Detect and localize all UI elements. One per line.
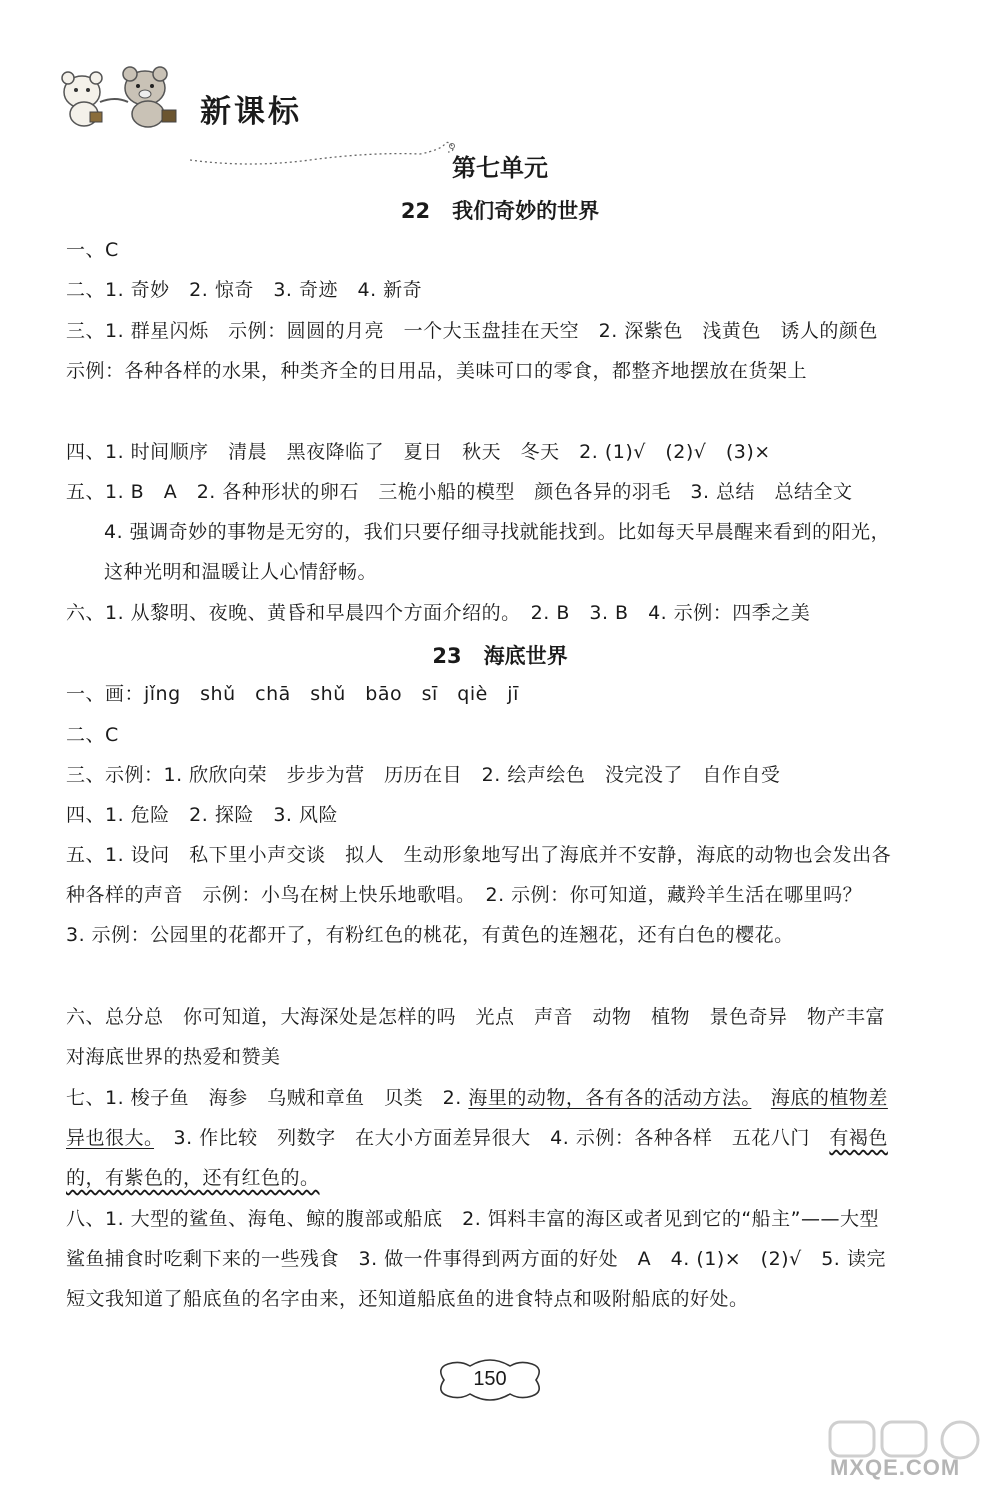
answer-22-2: 二、1. 奇妙 2. 惊奇 3. 奇迹 4. 新奇 <box>66 279 423 301</box>
answer-22-5: 五、1. B A 2. 各种形状的卵石 三桅小船的模型 颜色各异的羽毛 3. 总结 总结全文 <box>66 481 853 503</box>
answer-23-5: 五、1. 设问 私下里小声交谈 拟人 生动形象地写出了海底并不安静，海底的动物也会发出各种各样的声音 示例：小鸟在树上快乐地歌唱。 2. 示例：你可知道，藏羚羊生活在哪里吗？ 3. 示例：公园里的花都开了，有粉红色的桃花，有黄色的连翘花，还有白色的樱花。 <box>66 844 892 946</box>
lesson-title-22 <box>0 195 1000 225</box>
watermark-text: MXQE.COM <box>830 1455 961 1480</box>
page-header <box>40 52 440 132</box>
lesson-name: 我们奇妙的世界 <box>452 199 600 223</box>
wavy-underlined-sentence: 有褐色的，有紫色的，还有红色的。 <box>66 1127 888 1189</box>
answer-23-7-part-b: 3. 作比较 列数字 在大小方面差异很大 4. 示例：各种各样 五花八门 <box>154 1127 830 1149</box>
answer-23-3: 三、示例：1. 欣欣向荣 步步为营 历历在目 2. 绘声绘色 没完没了 自作自受 <box>66 764 781 786</box>
answer-22-6: 六、1. 从黎明、夜晚、黄昏和早晨四个方面介绍的。 2. B 3. B 4. 示例：四季之美 <box>66 602 811 624</box>
answer-23-6: 六、总分总 你可知道，大海深处是怎样的吗 光点 声音 动物 植物 景色奇异 物产丰富 对海底世界的热爱和赞美 <box>66 1006 905 1068</box>
lesson-name: 海底世界 <box>483 644 568 668</box>
lesson-number: 22 <box>400 199 431 223</box>
answer-23-8: 八、1. 大型的鲨鱼、海龟、鲸的腹部或船底 2. 饵料丰富的海区或者见到它的“船主”——大型鲨鱼捕食时吃剩下来的一些残食 3. 做一件事得到两方面的好处 A 4. (1)× (2)√ 5. 读完短文我知道了船底鱼的名字由来，还知道船底鱼的进食特点和吸附船底的好处。 <box>66 1208 886 1310</box>
answer-23-4: 四、1. 危险 2. 探险 3. 风险 <box>66 804 339 826</box>
answer-22-3: 三、1. 群星闪烁 示例：圆圆的月亮 一个大玉盘挂在天空 2. 深紫色 浅黄色 诱人的颜色 示例：各种各样的水果，种类齐全的日用品，美味可口的零食，都整齐地摆放在货架上 <box>66 320 898 382</box>
answer-22-4: 四、1. 时间顺序 清晨 黑夜降临了 夏日 秋天 冬天 2. (1)√ (2)√ (3)× <box>66 441 771 463</box>
answer-22-1: 一、C <box>66 239 119 261</box>
brand-title: 新课标 <box>200 94 302 130</box>
underlined-sentence-1: 海里的动物，各有各的活动方法。 <box>468 1087 752 1109</box>
answer-23-7 <box>66 1078 896 1198</box>
page-number-badge <box>430 1350 550 1410</box>
teddy-bears-illustration <box>40 52 210 132</box>
lesson-number: 23 <box>432 644 462 668</box>
underlined-sentence-2: 海底的植物差异也很大。 <box>66 1087 888 1149</box>
answer-23-7-gap <box>751 1087 771 1109</box>
page-number: 150 <box>473 1368 507 1390</box>
answer-22-5-cont: 4. 强调奇妙的事物是无穷的，我们只要仔细寻找就能找到。比如每天早晨醒来看到的阳光，这种光明和温暖让人心情舒畅。 <box>104 521 891 583</box>
unit-title: 第七单元 <box>452 154 548 182</box>
answer-23-1: 一、画：jǐng shǔ chā shǔ bāo sī qiè jī <box>66 683 519 705</box>
answer-23-7-part-a: 七、1. 梭子鱼 海参 乌贼和章鱼 贝类 2. <box>66 1087 469 1109</box>
lesson-title-23 <box>0 640 1000 670</box>
answer-23-2: 二、C <box>66 724 119 746</box>
